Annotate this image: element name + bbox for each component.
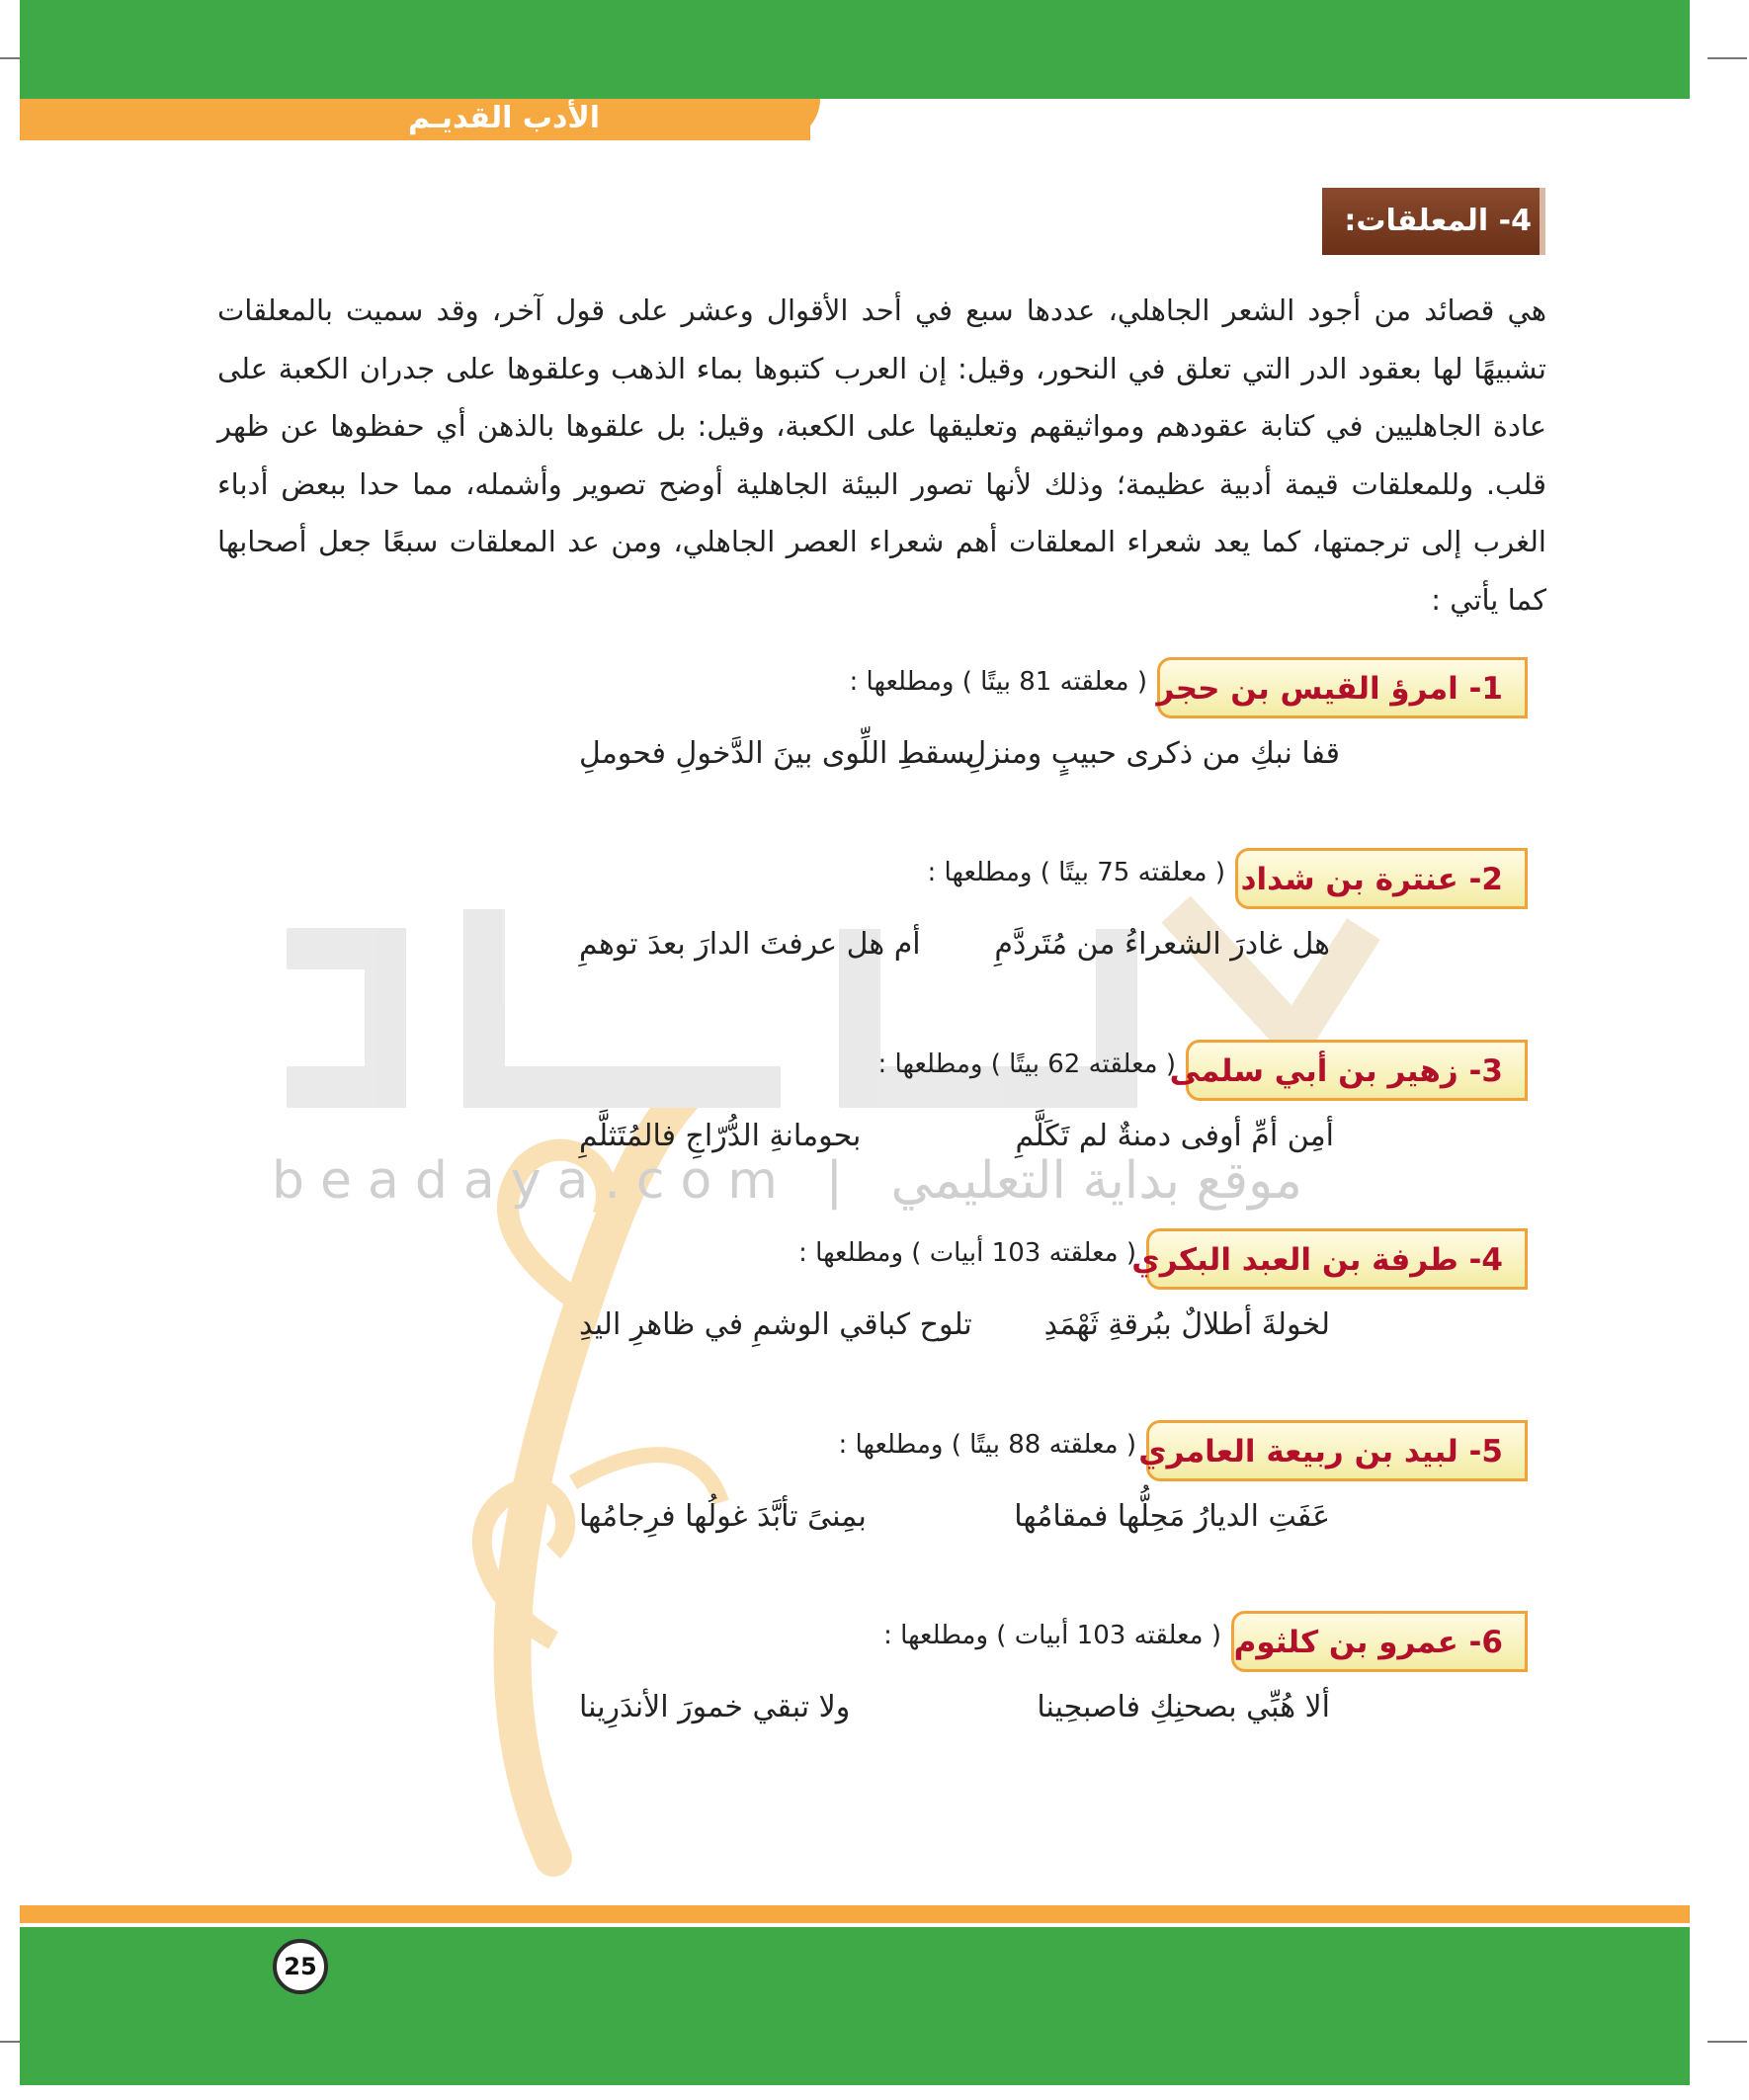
poet-name-badge: 2- عنترة بن شداد bbox=[1235, 848, 1528, 909]
poet-meta: ( معلقته 103 أبيات ) ومطلعها : bbox=[883, 1621, 1221, 1650]
header-green-band bbox=[20, 0, 1690, 99]
verse-first-hemistich: أمِن أمِّ أوفى دمنةٌ لم تَكَلَّمِ bbox=[1015, 1119, 1334, 1153]
verse-second-hemistich: بحومانةِ الدُّرّاجِ فالمُتَثلَّمِ bbox=[579, 1119, 862, 1153]
poet-entry-2 bbox=[292, 848, 1528, 996]
verse-first-hemistich: ألا هُبِّي بصحنِكِ فاصبحِينا bbox=[1037, 1690, 1330, 1724]
section-heading-text: 4- المعلقات: bbox=[1344, 204, 1532, 238]
poet-meta: ( معلقته 81 بيتًا ) ومطلعها : bbox=[849, 667, 1147, 697]
verse-first-hemistich: عَفَتِ الديارُ مَحِلُّها فمقامُها bbox=[1014, 1499, 1330, 1534]
poet-entry-4 bbox=[292, 1228, 1528, 1377]
poet-meta: ( معلقته 103 أبيات ) ومطلعها : bbox=[798, 1238, 1136, 1268]
poet-name-badge: 3- زهير بن أبي سلمى bbox=[1186, 1040, 1528, 1101]
poet-entry-6 bbox=[292, 1611, 1528, 1759]
poet-name-badge: 4- طرفة بن العبد البكري bbox=[1146, 1228, 1528, 1290]
verse-second-hemistich: بسقطِ اللِّوى بينَ الدَّخولِ فحوملِ bbox=[579, 736, 975, 771]
verse-second-hemistich: ولا تبقي خمورَ الأندَرِينا bbox=[579, 1690, 851, 1724]
poet-entry-1 bbox=[292, 657, 1528, 805]
poet-entry-3 bbox=[292, 1040, 1528, 1188]
verse-second-hemistich: تلوح كباقي الوشمِ في ظاهرِ اليدِ bbox=[579, 1307, 972, 1342]
verse-first-hemistich: قفا نبكِ من ذكرى حبيبٍ ومنزلِ bbox=[964, 736, 1340, 771]
section-heading bbox=[1322, 188, 1545, 255]
watermark-text: beadaya.com | موقع بداية التعليمي bbox=[272, 1151, 1302, 1211]
verse-second-hemistich: أم هل عرفتَ الدارَ بعدَ توهمِ bbox=[579, 927, 921, 962]
poet-entry-5 bbox=[292, 1420, 1528, 1568]
verse-first-hemistich: لخولةَ أطلالٌ ببُرقةِ ثَهْمَدِ bbox=[1043, 1307, 1330, 1342]
poet-name-badge: 1- امرؤ القيس بن حجر bbox=[1157, 657, 1528, 718]
crop-mark bbox=[1707, 57, 1747, 59]
poet-name-badge: 5- لبيد بن ربيعة العامري bbox=[1146, 1420, 1528, 1481]
footer-green-band bbox=[20, 1927, 1690, 2085]
verse-first-hemistich: هل غادرَ الشعراءُ من مُتَردَّمِ bbox=[994, 927, 1330, 962]
poet-meta: ( معلقته 88 بيتًا ) ومطلعها : bbox=[838, 1430, 1136, 1460]
footer-orange-band bbox=[20, 1905, 1690, 1923]
page-header-title: الأدب القديـم bbox=[407, 101, 601, 135]
verse-second-hemistich: بمِنىً تأبَّدَ غولُها فرِجامُها bbox=[579, 1499, 867, 1534]
page-number: 25 bbox=[273, 1939, 328, 1994]
intro-paragraph: هي قصائد من أجود الشعر الجاهلي، عددها سبع في أحد الأقوال وعشر على قول آخر، وقد سميت بالمعلقات تشبيهًا لها بعقود الدر التي تعلق في النحور، وقيل: إن العرب كتبوها بماء الذهب وعلقوها على جدران الكعبة على عادة الجاهليين في كتابة عقودهم ومواثيقهم وتعليقها على الكعبة، وقيل: بل علقوها بالذهن أي حفظوها عن ظهر قلب. وللمعلقات قيمة أدبية عظيمة؛ وذلك لأنها تصور البيئة الجاهلية أوضح تصوير وأشمله، مما حدا ببعض أدباء الغرب إلى ترجمتها، كما يعد شعراء المعلقات أهم شعراء العصر الجاهلي، ومن عد المعلقات سبعًا جعل أصحابها كما يأتي : bbox=[217, 294, 1546, 617]
crop-mark bbox=[1707, 2041, 1747, 2043]
poet-meta: ( معلقته 62 بيتًا ) ومطلعها : bbox=[877, 1050, 1176, 1079]
poet-meta: ( معلقته 75 بيتًا ) ومطلعها : bbox=[927, 858, 1225, 887]
poet-name-badge: 6- عمرو بن كلثوم bbox=[1231, 1611, 1528, 1672]
